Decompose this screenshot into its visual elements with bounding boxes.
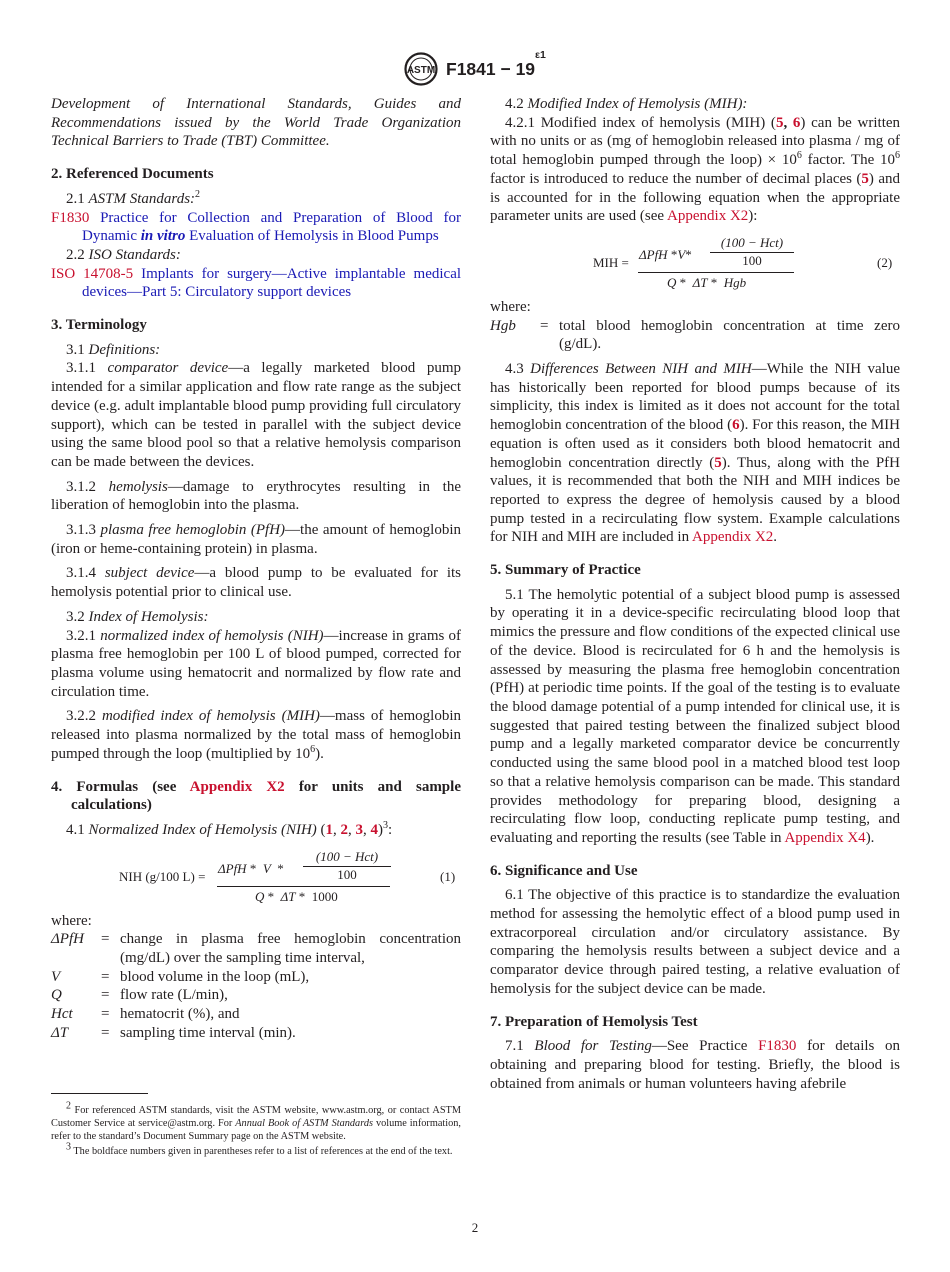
footnote-2: $^2$ For referenced ASTM standards, visit the ASTM website, www.astm.org, or contact ASTM Customer Service at service@astm.org. For Annual Book of ASTM Standards volume information, refer to the standard’s Document Summary page on the ASTM website. bbox=[51, 1100, 462, 1142]
nih-equation: NIH (g/100 L) = ΔPfH * V * (100 − Hct) 100 Q * ΔT * 1000 (1) bbox=[119, 848, 456, 904]
appendix-x2-link[interactable]: Appendix X2 bbox=[189, 778, 285, 795]
mih-equation: MIH = ΔPfH *V* (100 − Hct) 100 Q * ΔT * Hgb (2) bbox=[593, 234, 893, 290]
section-2-heading: 2. Referenced Documents bbox=[51, 166, 214, 183]
summary-paragraph: 5.1 The hemolytic potential of a subject blood pump is assessed by operating it in a device-specific recirculating blood loop that mimics the pressure and flow conditions of the expected clinical use of the device. Blood is recirculated for 6 h and the hemolysis is assessed by measuring the plasma free hemoglobin concentration (PfH) at periodic time points. If the goal of the testing is to evaluate the blood damage potential of a pump intended for clinical use, it is suggested that paired testing between the finalized subject blood pump and a legally marketed comparator device be concurrently conducted using the same blood pool in a matched blood test loop so that a relative hemolysis comparison can be made. This standard provides methodology for preparing blood, designing a recirculating flow loop, conducting replicate pump testing, and evaluating and reporting the results (see Table in Appendix X4). bbox=[490, 586, 900, 846]
definition-comparator-device: 3.1.1 comparator device—a legally marketed blood pump intended for a similar application and flow rate range as the subject device (e.g. adult implantable blood pump providing full circulatory support), which can be tested in parallel with the subject device using the same blood pool so that a relative hemolysis comparison can be made between the devices. bbox=[51, 360, 461, 470]
mih-paragraph: 4.2.1 Modified index of hemolysis (MIH) (5, 6) can be written with no units or as (mg of hemoglobin released into plasma / mg of total hemoglobin pumped through the loop) × $10^6$ factor. The $10^6$ factor is introduced to reduce the number of decimal places (5) and is accounted for in the following equation when the appropriate parameter units are used (see Appendix X2): bbox=[490, 114, 901, 225]
section-5-heading: 5. Summary of Practice bbox=[490, 562, 641, 579]
variable-row: ΔPfH = change in plasma free hemoglobin concentration (mg/dL) over the sampling time interval, bbox=[51, 931, 461, 967]
variable-row: Hgb = total blood hemoglobin concentration at time zero (g/dL). bbox=[490, 317, 900, 353]
section-6-heading: 6. Significance and Use bbox=[490, 862, 638, 879]
where-label-2: where: bbox=[490, 298, 531, 315]
f1830-link[interactable]: F1830 bbox=[758, 1038, 797, 1055]
page-header bbox=[0, 49, 950, 86]
page-number: 2 bbox=[471, 1220, 479, 1235]
variable-row: Hct = hematocrit (%), and bbox=[51, 1006, 240, 1023]
variable-row: Q = flow rate (L/min), bbox=[51, 987, 228, 1004]
appendix-x2-link[interactable]: Appendix X2 bbox=[692, 529, 774, 546]
ref-5-link[interactable]: 5 bbox=[775, 114, 784, 131]
section-7-heading: 7. Preparation of Hemolysis Test bbox=[490, 1013, 698, 1030]
nih-vs-mih-paragraph: 4.3 Differences Between NIH and MIH—While the NIH value has historically been reported for blood pumps because of its simplicity, this index is limited as it does not account for the total hemoglobin concentration of the blood (6). For this reason, the MIH equation is often used as it considers both blood hematocrit and hemoglobin concentration directly (5). Thus, along with the PfH values, it is recommended that both the NIH and MIH indices be reported to express the degree of hemolysis caused by a blood pump tested in a recirculating flow system. Example calculations for NIH and MIH are included in Appendix X2. bbox=[490, 361, 901, 546]
blood-for-testing-paragraph: 7.1 Blood for Testing—See Practice F1830 for details on obtaining and preparing blood for testing. Briefly, the blood is obtained from animals or human volunteers having afebrile bbox=[490, 1038, 901, 1092]
section-3-heading: 3. Terminology bbox=[51, 317, 147, 334]
intro-paragraph: Development of International Standards, Guides and Recommendations issued by the World Trade Organization Technical Barriers to Trade (TBT) Committee. bbox=[51, 96, 461, 150]
variable-row: V = blood volume in the loop (mL), bbox=[51, 968, 310, 985]
footnotes bbox=[51, 1100, 462, 1160]
astm-logo-icon bbox=[401, 52, 441, 86]
f1830-link[interactable]: F1830 bbox=[51, 209, 90, 226]
appendix-x2-link[interactable]: Appendix X2 bbox=[667, 208, 749, 225]
standard-designation: $F1841 - 19^{\varepsilon 1}$ bbox=[446, 49, 546, 79]
definition-pfh: 3.1.3 plasma free hemoglobin (PfH)—the amount of hemoglobin (iron or heme-containing protein) in plasma. bbox=[51, 522, 461, 557]
variable-row: ΔT = sampling time interval (min). bbox=[51, 1024, 296, 1041]
definition-mih: 3.2.2 modified index of hemolysis (MIH)—mass of hemoglobin released into plasma normalized by the total mass of hemoglobin pumped through the loop (multiplied by $10^6$). bbox=[51, 708, 461, 762]
ref-6-link[interactable]: 6 bbox=[732, 417, 740, 434]
section-4-heading: 4. Formulas (see Appendix X2 for units and sample calculations) bbox=[51, 778, 461, 814]
reference-f1830: F1830 Practice for Collection and Preparation of Blood for Dynamic in vitro Evaluation of Hemolysis in Blood Pumps bbox=[51, 209, 462, 245]
ref-5-link[interactable]: 5 bbox=[714, 454, 722, 471]
astm-standards-label: 2.1 ASTM Standards:$^2$ bbox=[66, 188, 201, 207]
ref-4-link[interactable]: 4 bbox=[370, 821, 379, 838]
svg-text:ASTM: ASTM bbox=[406, 65, 436, 76]
significance-paragraph: 6.1 The objective of this practice is to standardize the evaluation method for assessing the hemolytic effect of a blood pump used in extracorporeal circulation and/or circulatory assistance. By comparing the hemolysis results between a subject device and a comparator device through paired testing, a relative evaluation of hemolysis for the subject device can be made. bbox=[490, 887, 900, 997]
iso-standards-label: 2.2 ISO Standards: bbox=[66, 246, 181, 263]
iso-link[interactable]: ISO 14708-5 bbox=[51, 265, 134, 282]
reference-iso14708: ISO 14708-5 Implants for surgery—Active implantable medical devices—Part 5: Circulatory support devices bbox=[51, 265, 462, 301]
ref-6-link[interactable]: 6 bbox=[792, 114, 801, 131]
definition-nih: 3.2.1 normalized index of hemolysis (NIH)—increase in grams of plasma free hemoglobin per 100 L of blood pumped, corrected for plasma volume using hematocrit and normalized by flow rate and circulation time. bbox=[51, 627, 462, 700]
ref-2-link[interactable]: 2 bbox=[340, 821, 349, 838]
ref-5-link[interactable]: 5 bbox=[861, 170, 869, 187]
left-column bbox=[51, 95, 461, 1043]
footnote-3: $^3$ The boldface numbers given in parentheses refer to a list of references at the end of the text. bbox=[66, 1141, 453, 1157]
index-of-hemolysis-label: 3.2 Index of Hemolysis: bbox=[66, 608, 209, 625]
ref-3-link[interactable]: 3 bbox=[355, 821, 364, 838]
variable-list bbox=[51, 930, 461, 1042]
definition-subject-device: 3.1.4 subject device—a blood pump to be evaluated for its hemolysis potential prior to clinical use. bbox=[51, 565, 461, 601]
footnote-divider bbox=[51, 1093, 148, 1094]
appendix-x4-link[interactable]: Appendix X4 bbox=[784, 829, 866, 846]
ref-1-link[interactable]: 1 bbox=[325, 821, 334, 838]
where-label: where: bbox=[51, 912, 92, 929]
right-column bbox=[490, 95, 900, 1093]
definition-hemolysis: 3.1.2 hemolysis—damage to erythrocytes resulting in the liberation of hemoglobin into the plasma. bbox=[51, 478, 461, 514]
mih-formula-label: 4.2 Modified Index of Hemolysis (MIH): bbox=[505, 96, 748, 112]
nih-formula-label: 4.1 Normalized Index of Hemolysis (NIH) (1, 2, 3, 4)$^3$: bbox=[66, 819, 393, 838]
definitions-label: 3.1 Definitions: bbox=[66, 341, 161, 358]
